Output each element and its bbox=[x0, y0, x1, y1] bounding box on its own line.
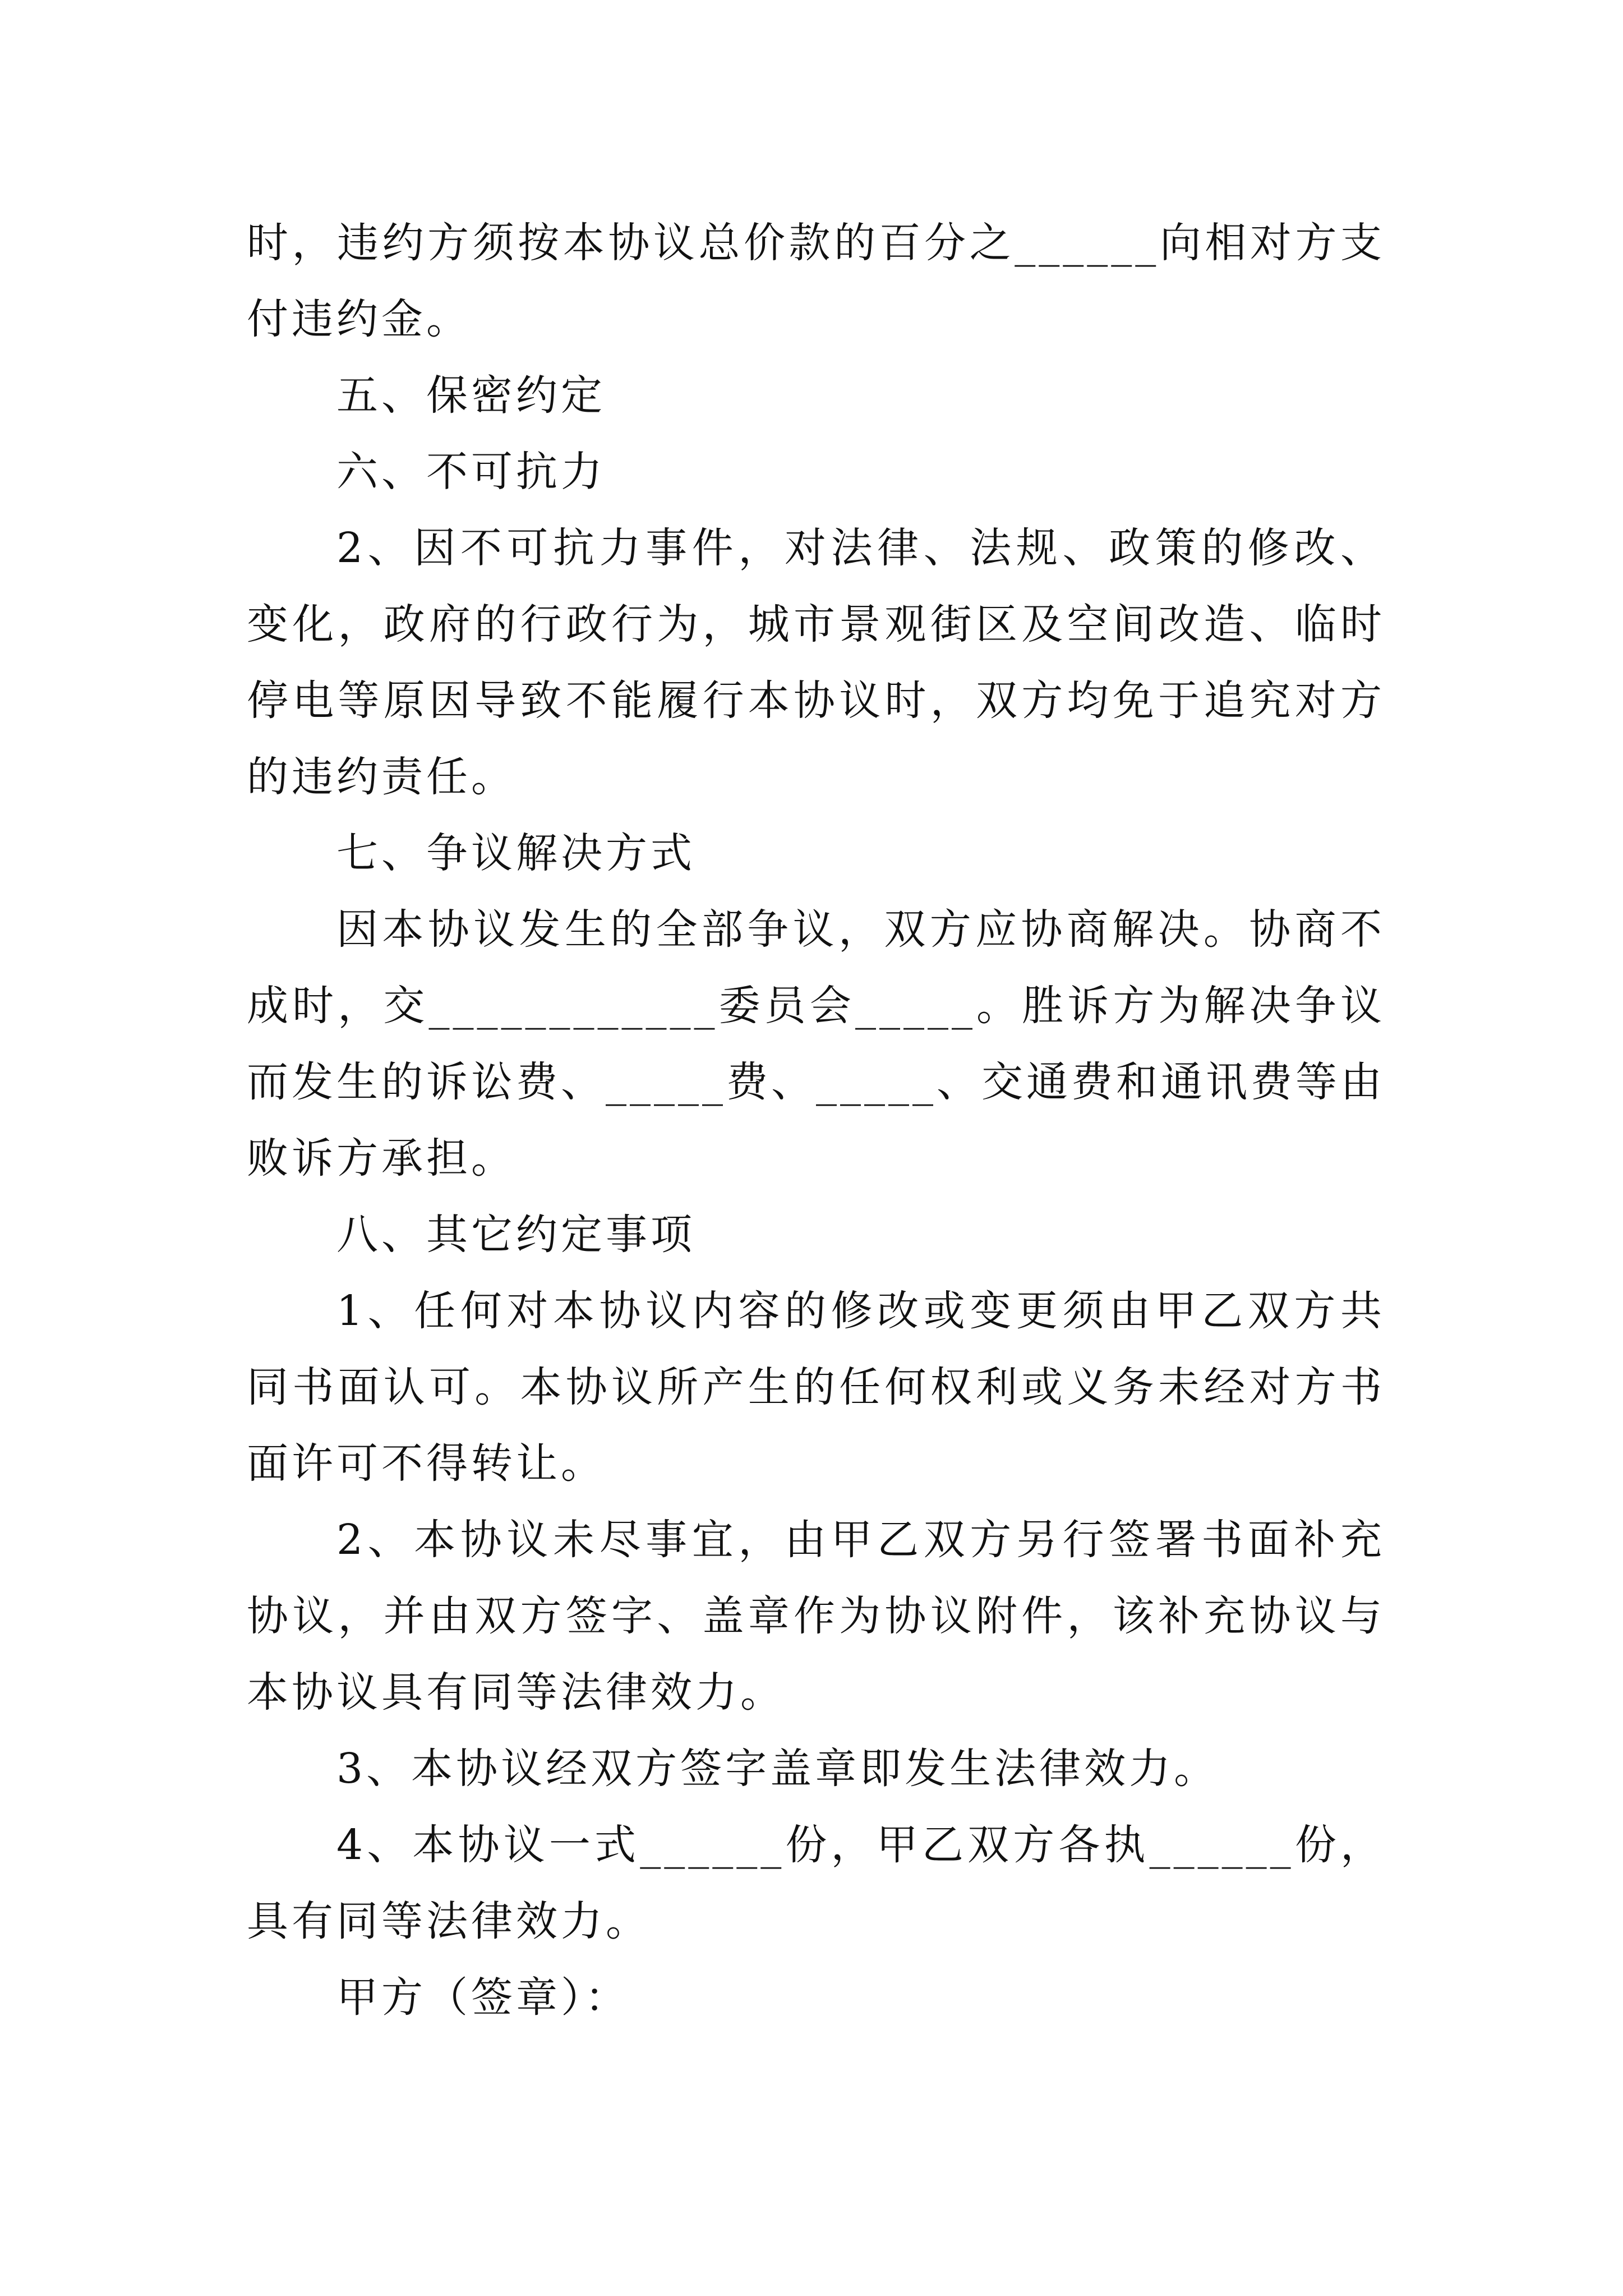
paragraph-other-2: 2、本协议未尽事宜，由甲乙双方另行签署书面补充协议，并由双方签字、盖章作为协议附件，该补充协议与本协议具有同等法律效力。 bbox=[247, 1516, 1385, 1717]
heading-confidentiality: 五、保密约定 bbox=[336, 371, 606, 420]
paragraph-dispute: 因本协议发生的全部争议，双方应协商解决。协商不成时，交____________委员会_____。胜诉方为解决争议而发生的诉讼费、_____费、_____、交通费和通讯费等由败诉方承担。 bbox=[247, 905, 1385, 1182]
paragraph-penalty-continued: 时，违约方须按本协议总价款的百分之______向相对方支付违约金。 bbox=[247, 219, 1385, 343]
document-body bbox=[247, 205, 1385, 2036]
paragraph-force-majeure-2: 2、因不可抗力事件，对法律、法规、政策的修改、变化，政府的行政行为，城市景观街区及空间改造、临时停电等原因导致不能履行本协议时，双方均免于追究对方的违约责任。 bbox=[247, 524, 1385, 801]
heading-force-majeure: 六、不可抗力 bbox=[336, 448, 606, 496]
heading-dispute-resolution: 七、争议解决方式 bbox=[336, 829, 695, 877]
party-a-signature-line: 甲方（签章）： bbox=[336, 1973, 630, 2022]
paragraph-other-4: 4、本协议一式______份，甲乙双方各执______份，具有同等法律效力。 bbox=[247, 1821, 1385, 1945]
paragraph-other-3: 3、本协议经双方签字盖章即发生法律效力。 bbox=[336, 1745, 1219, 1793]
heading-other-matters: 八、其它约定事项 bbox=[336, 1211, 695, 1259]
paragraph-other-1: 1、任何对本协议内容的修改或变更须由甲乙双方共同书面认可。本协议所产生的任何权利或义务未经对方书面许可不得转让。 bbox=[247, 1287, 1385, 1488]
